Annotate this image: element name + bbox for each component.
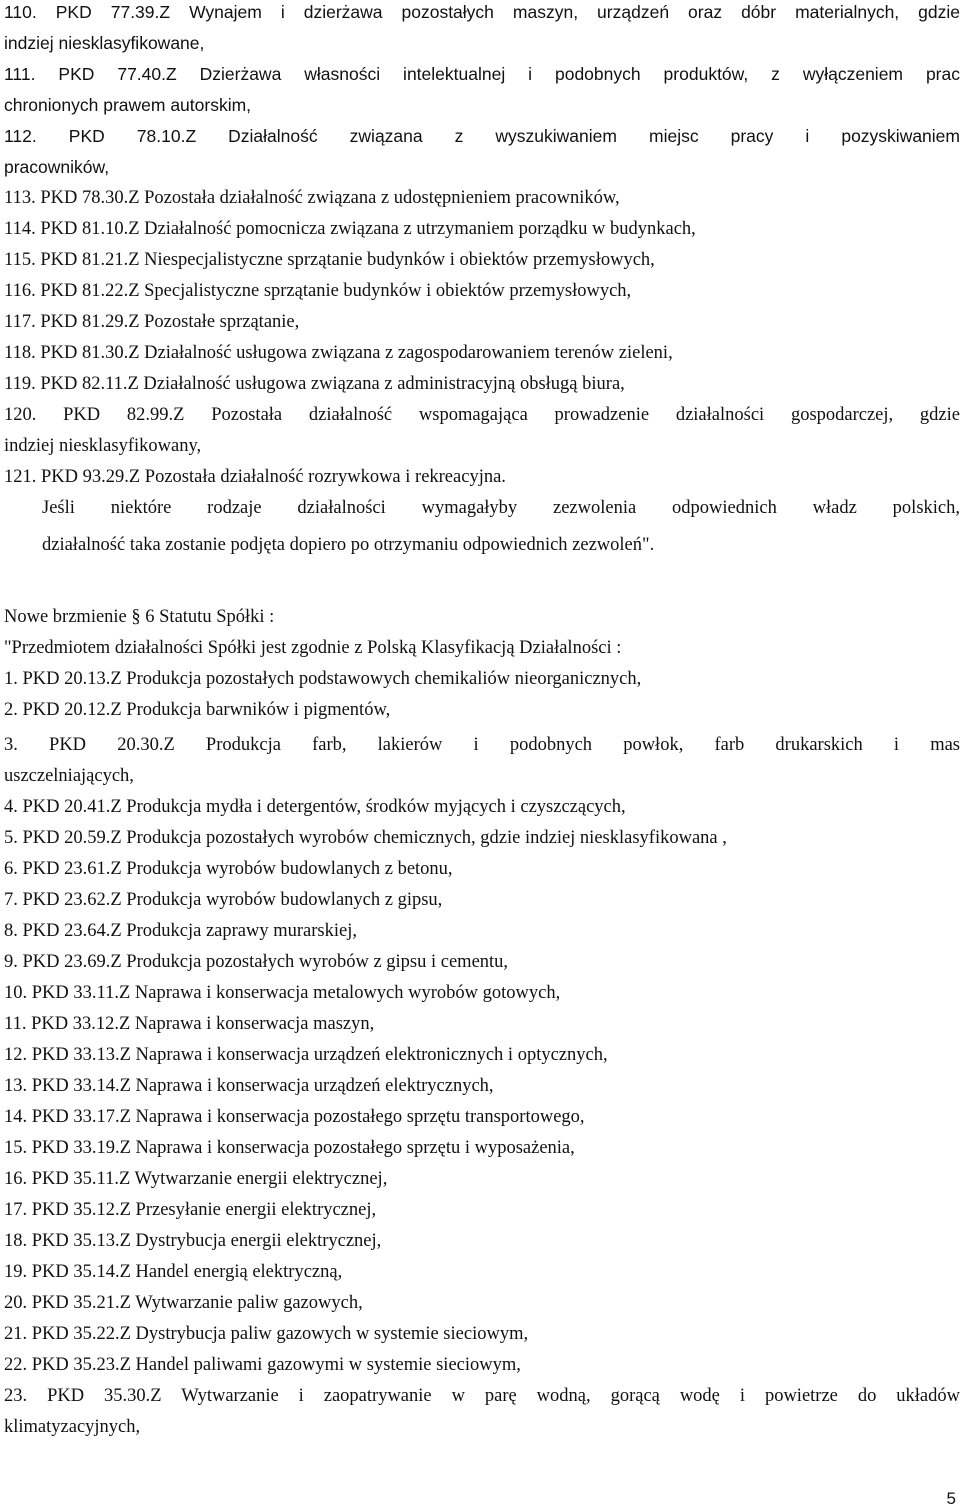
text-line: 121. PKD 93.29.Z Pozostała działalność rozrywkowa i rekreacyjna. [4, 467, 506, 487]
text-line: 113. PKD 78.30.Z Pozostała działalność związana z udostępnieniem pracowników, [4, 188, 620, 208]
text-line: 115. PKD 81.21.Z Niespecjalistyczne sprzątanie budynków i obiektów przemysłowych, [4, 250, 655, 270]
text-line: 119. PKD 82.11.Z Działalność usługowa związana z administracyjną obsługą biura, [4, 374, 625, 394]
text-line: 111. PKD 77.40.Z Dzierżawa własności intelektualnej i podobnych produktów, z wyłączeniem prac [4, 64, 960, 84]
text-line: 15. PKD 33.19.Z Naprawa i konserwacja pozostałego sprzętu i wyposażenia, [4, 1138, 575, 1158]
text-line: 7. PKD 23.62.Z Produkcja wyrobów budowlanych z gipsu, [4, 890, 443, 910]
text-line: 2. PKD 20.12.Z Produkcja barwników i pigmentów, [4, 700, 391, 720]
text-line: 12. PKD 33.13.Z Naprawa i konserwacja urządzeń elektronicznych i optycznych, [4, 1045, 608, 1065]
text-line: "Przedmiotem działalności Spółki jest zgodnie z Polską Klasyfikacją Działalności : [4, 638, 622, 658]
text-line: 18. PKD 35.13.Z Dystrybucja energii elektrycznej, [4, 1231, 382, 1251]
text-line: 116. PKD 81.22.Z Specjalistyczne sprzątanie budynków i obiektów przemysłowych, [4, 281, 632, 301]
text-line: 21. PKD 35.22.Z Dystrybucja paliw gazowych w systemie sieciowym, [4, 1324, 529, 1344]
text-line: 8. PKD 23.64.Z Produkcja zaprawy murarskiej, [4, 921, 357, 941]
text-line: Jeśli niektóre rodzaje działalności wymagałyby zezwolenia odpowiednich władz polskich, [42, 498, 960, 518]
text-line: 5. PKD 20.59.Z Produkcja pozostałych wyrobów chemicznych, gdzie indziej niesklasyfikowana , [4, 828, 727, 848]
text-line: uszczelniających, [4, 766, 134, 786]
text-line: działalność taka zostanie podjęta dopiero po otrzymaniu odpowiednich zezwoleń". [42, 535, 655, 555]
text-line: 110. PKD 77.39.Z Wynajem i dzierżawa pozostałych maszyn, urządzeń oraz dóbr materialnych, gdzie [4, 2, 960, 22]
text-line: indziej niesklasyfikowany, [4, 436, 202, 456]
text-line: 10. PKD 33.11.Z Naprawa i konserwacja metalowych wyrobów gotowych, [4, 983, 561, 1003]
text-line: 114. PKD 81.10.Z Działalność pomocnicza związana z utrzymaniem porządku w budynkach, [4, 219, 696, 239]
text-line: 1. PKD 20.13.Z Produkcja pozostałych podstawowych chemikaliów nieorganicznych, [4, 669, 642, 689]
page-number: 5 [946, 1489, 956, 1508]
text-line: 9. PKD 23.69.Z Produkcja pozostałych wyrobów z gipsu i cementu, [4, 952, 509, 972]
text-line: 23. PKD 35.30.Z Wytwarzanie i zaopatrywanie w parę wodną, gorącą wodę i powietrze do układów [4, 1386, 960, 1406]
text-line: 16. PKD 35.11.Z Wytwarzanie energii elektrycznej, [4, 1169, 388, 1189]
text-line: 3. PKD 20.30.Z Produkcja farb, lakierów i podobnych powłok, farb drukarskich i mas [4, 735, 960, 755]
text-line: 14. PKD 33.17.Z Naprawa i konserwacja pozostałego sprzętu transportowego, [4, 1107, 585, 1127]
text-line: 17. PKD 35.12.Z Przesyłanie energii elektrycznej, [4, 1200, 377, 1220]
text-line: 117. PKD 81.29.Z Pozostałe sprzątanie, [4, 312, 300, 332]
text-line: 112. PKD 78.10.Z Działalność związana z wyszukiwaniem miejsc pracy i pozyskiwaniem [4, 126, 960, 146]
text-line: 22. PKD 35.23.Z Handel paliwami gazowymi w systemie sieciowym, [4, 1355, 521, 1375]
text-line: 20. PKD 35.21.Z Wytwarzanie paliw gazowych, [4, 1293, 363, 1313]
text-line: 120. PKD 82.99.Z Pozostała działalność wspomagająca prowadzenie działalności gospodarczej, gdzie [4, 405, 960, 425]
text-line: indziej niesklasyfikowane, [4, 33, 205, 53]
text-line: 19. PKD 35.14.Z Handel energią elektryczną, [4, 1262, 343, 1282]
text-line: pracowników, [4, 157, 110, 177]
text-line: 118. PKD 81.30.Z Działalność usługowa związana z zagospodarowaniem terenów zieleni, [4, 343, 673, 363]
text-line: klimatyzacyjnych, [4, 1417, 141, 1437]
text-line: Nowe brzmienie § 6 Statutu Spółki : [4, 607, 275, 627]
text-line: 6. PKD 23.61.Z Produkcja wyrobów budowlanych z betonu, [4, 859, 453, 879]
text-line: 11. PKD 33.12.Z Naprawa i konserwacja maszyn, [4, 1014, 375, 1034]
text-line: 13. PKD 33.14.Z Naprawa i konserwacja urządzeń elektrycznych, [4, 1076, 494, 1096]
text-line: chronionych prawem autorskim, [4, 95, 252, 115]
text-line: 4. PKD 20.41.Z Produkcja mydła i detergentów, środków myjących i czyszczących, [4, 797, 626, 817]
